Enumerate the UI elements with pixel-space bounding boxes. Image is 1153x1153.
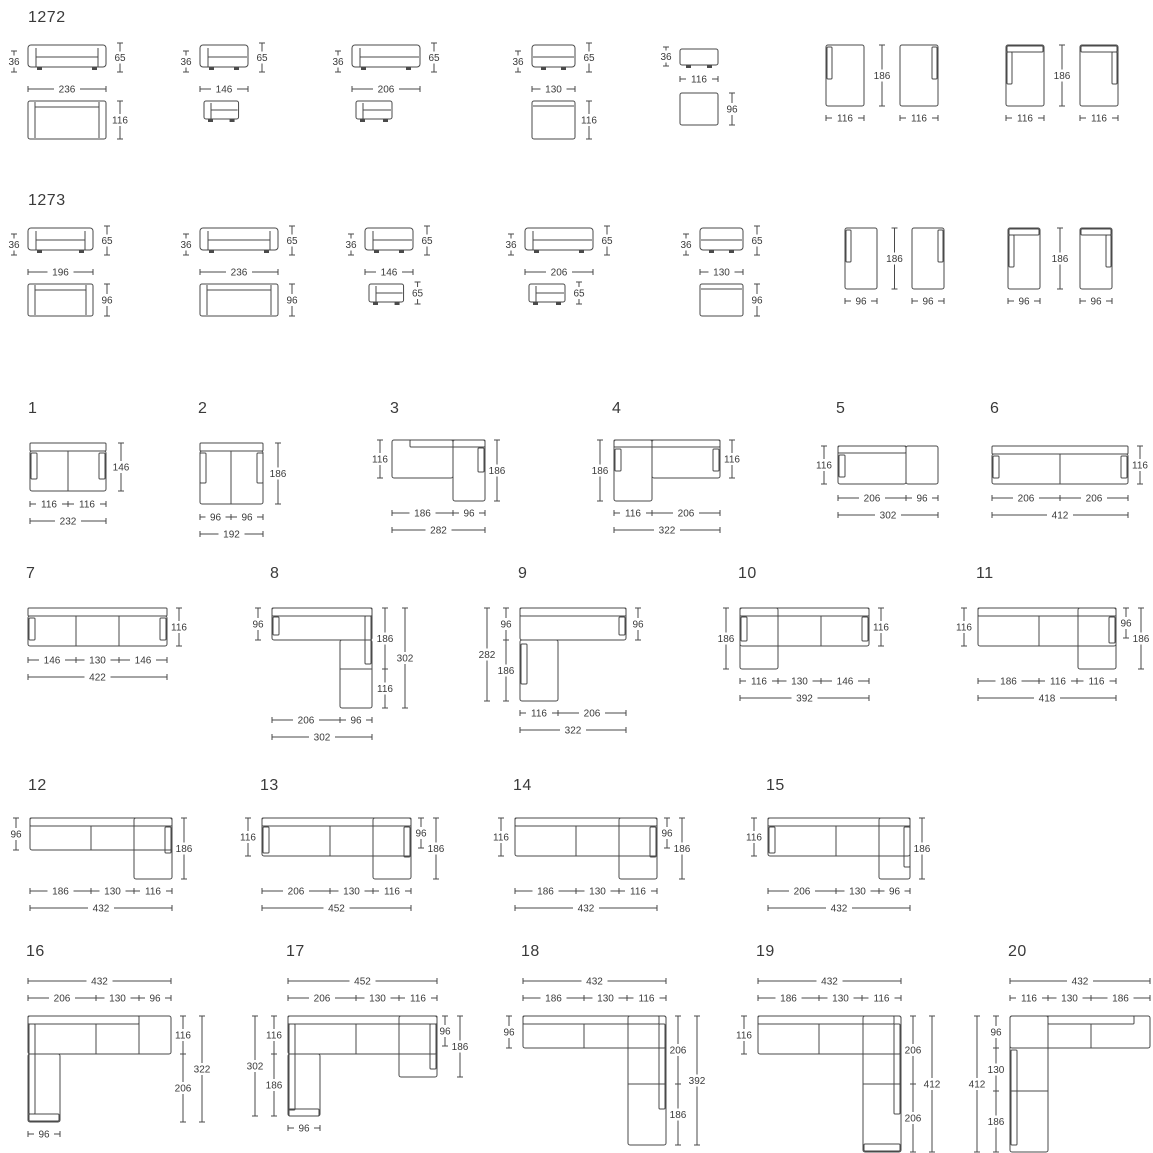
dim-label: 186 <box>886 254 903 265</box>
dim-label: 116 <box>911 113 927 125</box>
dim-label: 96 <box>350 715 362 727</box>
dim-label: 96 <box>500 619 512 631</box>
dim-label: 116 <box>1088 676 1105 688</box>
dim-label: 116 <box>1091 113 1107 125</box>
config-7-figure <box>26 565 187 684</box>
dim-label: 130 <box>89 655 106 667</box>
dim-label: 452 <box>328 903 345 915</box>
dim-label: 116 <box>873 622 889 634</box>
dim-label: 418 <box>1038 693 1056 705</box>
dim-label: 96 <box>855 296 867 308</box>
dim-label: 192 <box>223 529 240 541</box>
config-18-figure <box>503 943 705 1145</box>
dim-label: 186 <box>488 466 506 477</box>
dim-label: 96 <box>252 619 264 631</box>
figure-number: 9 <box>518 565 528 582</box>
figure-number: 2 <box>198 400 208 417</box>
figure-number: 13 <box>260 777 279 794</box>
figure-number: 11 <box>976 565 994 582</box>
dim-label: 206 <box>377 84 395 96</box>
dim-label: 96 <box>632 619 644 631</box>
dim-label: 36 <box>8 240 20 251</box>
dim-label: 116 <box>372 454 388 466</box>
dim-label: 130 <box>109 993 126 1005</box>
config-12-figure <box>10 777 192 915</box>
dim-label: 432 <box>830 903 848 915</box>
dim-label: 186 <box>427 844 445 855</box>
dim-label: 232 <box>59 516 77 528</box>
figure-number: 19 <box>756 943 775 960</box>
config-5-figure <box>816 400 938 522</box>
dim-label: 130 <box>987 1065 1005 1076</box>
figure-number: 18 <box>521 943 540 960</box>
config-11-figure <box>956 565 1150 705</box>
dim-label: 322 <box>564 725 582 737</box>
dim-label: 206 <box>1085 493 1103 505</box>
figure-number: 12 <box>28 777 47 794</box>
config-6-figure <box>990 400 1148 522</box>
dim-label: 116 <box>531 708 547 720</box>
dim-label: 146 <box>134 655 152 667</box>
dim-label: 322 <box>193 1064 211 1076</box>
dim-label: 186 <box>669 1110 687 1121</box>
dim-label: 96 <box>990 1027 1002 1039</box>
dim-label: 206 <box>677 508 695 520</box>
figure-number: 5 <box>836 400 846 417</box>
dim-label: 36 <box>332 57 344 68</box>
dim-label: 186 <box>545 993 562 1005</box>
config-10-figure <box>718 565 890 705</box>
dim-label: 186 <box>537 886 554 898</box>
dim-label: 96 <box>415 828 427 840</box>
config-13-figure <box>240 777 445 915</box>
config-1-figure <box>28 400 130 528</box>
dim-label: 186 <box>175 844 193 855</box>
config-16-figure <box>26 943 211 1141</box>
dim-label: 96 <box>463 508 475 520</box>
dim-label: 116 <box>175 1030 191 1042</box>
dim-label: 116 <box>625 508 641 520</box>
dim-label: 96 <box>661 828 673 840</box>
dim-label: 130 <box>713 267 730 279</box>
dim-label: 186 <box>873 71 891 82</box>
model-0-figure-2 <box>332 43 440 122</box>
dim-label: 116 <box>145 886 161 898</box>
dim-label: 206 <box>863 493 881 505</box>
dim-label: 65 <box>421 236 433 247</box>
dim-label: 96 <box>1018 296 1030 308</box>
config-8-figure <box>252 565 413 744</box>
dim-label: 116 <box>873 993 890 1005</box>
dim-label: 36 <box>345 240 357 251</box>
dim-label: 65 <box>286 236 298 247</box>
dim-label: 412 <box>923 1079 941 1091</box>
dim-label: 302 <box>313 732 331 744</box>
model-0-figure-4 <box>660 47 738 125</box>
dim-label: 432 <box>91 976 108 988</box>
dim-label: 186 <box>497 666 515 677</box>
dim-label: 206 <box>904 1113 922 1125</box>
dim-label: 206 <box>1017 493 1035 505</box>
dim-label: 186 <box>414 508 431 520</box>
config-9-figure <box>479 565 644 737</box>
dim-label: 130 <box>791 676 808 688</box>
dim-label: 130 <box>369 993 386 1005</box>
dim-label: 302 <box>879 510 897 522</box>
dim-label: 96 <box>209 512 222 524</box>
figure-number: 15 <box>766 777 785 794</box>
dim-label: 206 <box>550 267 568 279</box>
dim-label: 116 <box>1017 113 1033 125</box>
dim-label: 302 <box>396 653 414 665</box>
dim-label: 96 <box>1090 296 1102 308</box>
figure-number: 6 <box>990 400 1000 417</box>
figure-number: 4 <box>612 400 622 417</box>
figure-number: 8 <box>270 565 280 582</box>
dim-label: 116 <box>724 454 740 466</box>
dim-label: 96 <box>503 1027 515 1039</box>
dim-label: 116 <box>377 684 393 695</box>
dim-label: 282 <box>478 650 496 661</box>
dim-label: 65 <box>428 53 440 64</box>
dim-label: 432 <box>821 976 838 988</box>
dim-label: 116 <box>240 832 256 844</box>
dim-label: 196 <box>52 267 69 279</box>
dim-label: 146 <box>380 267 398 279</box>
dim-label: 302 <box>246 1061 264 1073</box>
model-0-figure-3 <box>512 43 597 139</box>
config-15-figure <box>746 777 931 915</box>
dim-label: 452 <box>354 976 371 988</box>
dim-label: 412 <box>1051 510 1069 522</box>
dim-label: 206 <box>174 1083 192 1095</box>
dim-label: 36 <box>660 52 672 63</box>
dim-label: 206 <box>287 886 305 898</box>
dim-label: 130 <box>1061 993 1078 1005</box>
dim-label: 116 <box>1021 993 1037 1005</box>
dim-label: 392 <box>796 693 813 705</box>
dim-label: 116 <box>493 832 509 844</box>
config-17-figure <box>247 943 469 1135</box>
dim-label: 116 <box>956 622 972 634</box>
dim-label: 96 <box>10 829 22 841</box>
dim-label: 432 <box>577 903 595 915</box>
figure-number: 3 <box>390 400 400 417</box>
dim-label: 186 <box>673 844 691 855</box>
dim-label: 116 <box>691 74 707 86</box>
config-20-figure <box>969 943 1150 1152</box>
dim-label: 116 <box>751 676 767 688</box>
dim-label: 130 <box>104 886 121 898</box>
model-0-figure-0 <box>8 43 128 139</box>
dim-label: 186 <box>1053 71 1071 82</box>
dim-label: 96 <box>916 493 928 505</box>
figure-number: 1273 <box>28 192 66 209</box>
dim-label: 146 <box>112 462 130 474</box>
dim-label: 116 <box>736 1030 752 1042</box>
dim-label: 96 <box>149 993 161 1005</box>
dim-label: 116 <box>1050 676 1066 688</box>
config-19-figure <box>736 943 941 1152</box>
model-1-figure-4 <box>680 226 763 316</box>
dim-label: 116 <box>266 1030 282 1042</box>
dim-label: 116 <box>581 115 597 127</box>
config-2-figure <box>198 400 287 541</box>
dim-label: 206 <box>669 1045 687 1057</box>
dim-label: 186 <box>780 993 797 1005</box>
dim-label: 186 <box>913 844 931 855</box>
dim-label: 36 <box>180 240 192 251</box>
model-1-pair-6 <box>1008 228 1112 308</box>
dim-label: 186 <box>451 1042 469 1053</box>
dim-label: 206 <box>53 993 71 1005</box>
dim-label: 282 <box>430 525 447 537</box>
model-1-figure-3 <box>505 226 613 305</box>
dim-label: 186 <box>717 634 735 645</box>
dim-label: 412 <box>968 1079 986 1091</box>
dim-label: 36 <box>505 240 517 251</box>
dim-label: 96 <box>298 1123 310 1135</box>
model-0-figure-1 <box>180 43 268 122</box>
dim-label: 116 <box>746 832 762 844</box>
model-0-pair-6 <box>1006 45 1118 125</box>
dim-label: 65 <box>601 236 613 247</box>
dim-label: 130 <box>597 993 614 1005</box>
dim-label: 186 <box>591 466 609 477</box>
dim-label: 236 <box>58 84 76 96</box>
dim-label: 186 <box>1132 634 1150 645</box>
dim-label: 116 <box>1132 460 1148 472</box>
model-titles <box>28 9 66 209</box>
figure-number: 7 <box>26 565 36 582</box>
dim-label: 186 <box>1051 254 1069 265</box>
config-14-figure <box>493 777 691 915</box>
dim-label: 96 <box>888 886 901 898</box>
dim-label: 206 <box>297 715 315 727</box>
dim-label: 96 <box>1120 618 1132 630</box>
dim-label: 130 <box>832 993 849 1005</box>
dim-label: 432 <box>1071 976 1089 988</box>
dim-label: 96 <box>439 1026 451 1038</box>
dim-label: 116 <box>410 993 426 1005</box>
dim-label: 206 <box>313 993 331 1005</box>
dim-label: 116 <box>638 993 655 1005</box>
dim-label: 130 <box>849 886 866 898</box>
figure-number: 10 <box>738 565 757 582</box>
model-0-pair-5 <box>826 45 938 125</box>
figure-number: 14 <box>513 777 532 794</box>
dim-label: 65 <box>256 53 268 64</box>
dim-label: 322 <box>658 525 676 537</box>
model-1-figure-0 <box>8 226 113 316</box>
dim-label: 96 <box>101 295 113 307</box>
dim-label: 186 <box>376 634 394 645</box>
dim-label: 206 <box>793 886 811 898</box>
figure-number: 1 <box>28 400 38 417</box>
dim-label: 36 <box>180 57 192 68</box>
dim-label: 116 <box>171 622 187 634</box>
dim-label: 130 <box>545 84 562 96</box>
dim-label: 65 <box>101 236 113 247</box>
model-1-pair-5 <box>845 228 944 308</box>
dim-label: 432 <box>586 976 603 988</box>
dim-label: 36 <box>680 240 692 251</box>
dim-label: 65 <box>573 288 585 300</box>
dim-label: 116 <box>837 113 853 125</box>
dim-label: 130 <box>589 886 606 898</box>
dim-label: 65 <box>114 53 126 64</box>
config-4-figure <box>592 400 741 537</box>
dim-label: 116 <box>112 115 128 127</box>
dim-label: 186 <box>1000 676 1017 688</box>
dim-label: 96 <box>38 1129 50 1141</box>
dim-label: 96 <box>241 512 253 524</box>
dim-label: 96 <box>286 295 298 307</box>
figure-number: 1272 <box>28 9 66 26</box>
dim-label: 36 <box>8 57 20 68</box>
dim-label: 146 <box>836 676 854 688</box>
dim-label: 186 <box>269 469 287 480</box>
dim-label: 206 <box>904 1045 922 1057</box>
dim-label: 116 <box>630 886 646 898</box>
dim-label: 116 <box>816 460 832 472</box>
dim-label: 422 <box>89 672 106 684</box>
dim-label: 186 <box>265 1080 283 1092</box>
dim-label: 65 <box>583 53 595 64</box>
dim-label: 206 <box>583 708 601 720</box>
config-3-figure <box>372 400 506 537</box>
dim-label: 96 <box>922 296 934 308</box>
figure-number: 20 <box>1008 943 1027 960</box>
dim-label: 116 <box>41 499 57 511</box>
model-1-figure-2 <box>345 226 433 305</box>
dim-label: 236 <box>230 267 248 279</box>
model-1-figure-1 <box>180 226 298 316</box>
dim-label: 96 <box>726 104 738 116</box>
dim-label: 186 <box>1112 993 1129 1005</box>
dim-label: 65 <box>411 288 424 300</box>
dim-label: 392 <box>688 1076 706 1087</box>
dim-label: 65 <box>751 236 763 247</box>
dim-label: 36 <box>512 57 524 68</box>
figure-number: 17 <box>286 943 305 960</box>
dim-label: 186 <box>52 886 69 898</box>
dim-label: 116 <box>79 499 95 511</box>
dim-label: 432 <box>92 903 110 915</box>
dim-label: 186 <box>987 1117 1005 1128</box>
dim-label: 116 <box>384 886 400 898</box>
dim-label: 130 <box>343 886 360 898</box>
dim-label: 146 <box>215 84 233 96</box>
figure-number: 16 <box>26 943 45 960</box>
dim-label: 146 <box>43 655 61 667</box>
dim-label: 96 <box>751 295 763 307</box>
